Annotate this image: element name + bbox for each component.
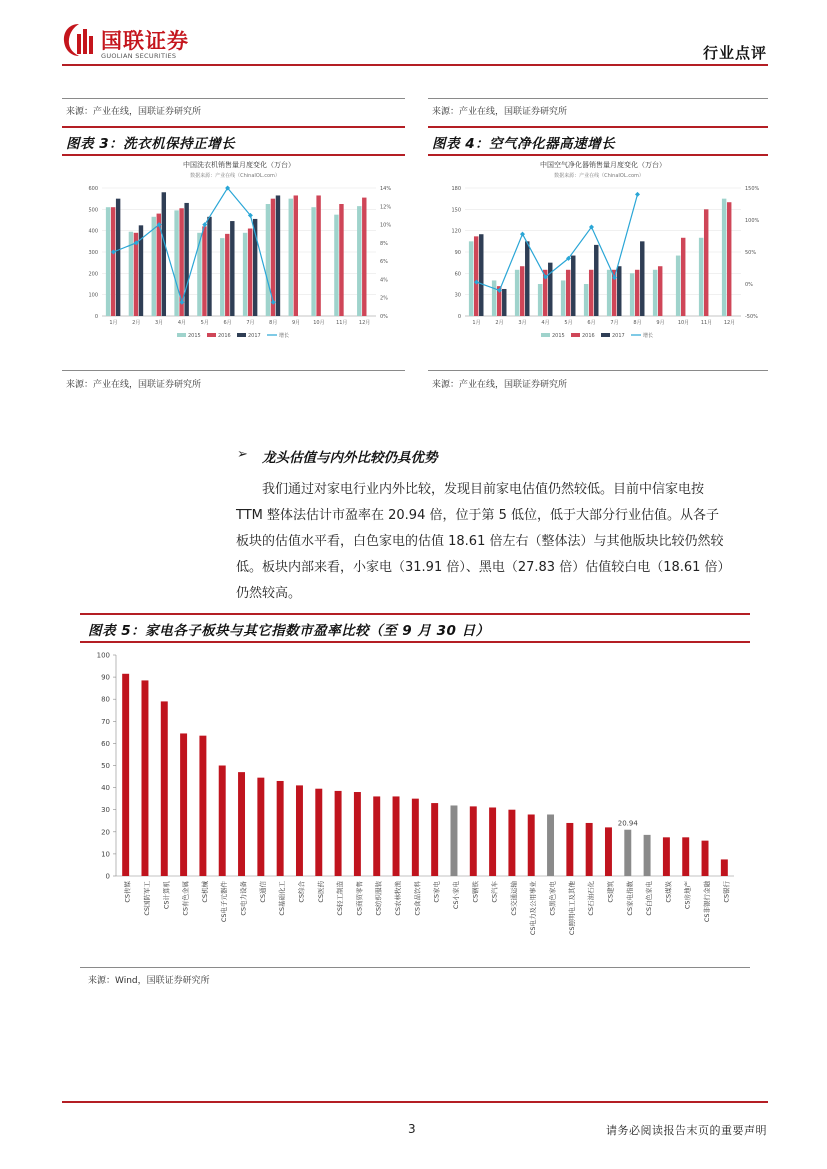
bar bbox=[676, 256, 680, 316]
y-tick-label: 70 bbox=[101, 717, 110, 726]
bar bbox=[538, 284, 542, 316]
x-tick-label: CS传媒 bbox=[123, 881, 132, 903]
x-tick-label: CS电力设备 bbox=[239, 881, 248, 916]
x-tick-label: 11月 bbox=[336, 320, 348, 326]
bar bbox=[243, 233, 247, 316]
legend-label: 增长 bbox=[643, 333, 654, 339]
bar bbox=[238, 772, 245, 876]
x-tick-label: CS有色金属 bbox=[181, 881, 190, 916]
legend-label: 2016 bbox=[582, 333, 595, 339]
legend-swatch bbox=[571, 333, 580, 337]
pe-comparison-chart bbox=[84, 645, 744, 963]
fig3-title: 图表 3：洗衣机保持正增长 bbox=[66, 136, 236, 152]
x-tick-label: CS医药 bbox=[316, 881, 325, 903]
bar bbox=[630, 273, 634, 316]
x-tick-label: 7月 bbox=[610, 320, 619, 326]
x-tick-label: CS食品饮料 bbox=[413, 881, 422, 916]
section-bullet-icon: ➢ bbox=[237, 447, 248, 462]
bar bbox=[199, 736, 206, 876]
x-tick-label: 10月 bbox=[313, 320, 325, 326]
page-number: 3 bbox=[408, 1122, 416, 1136]
bar bbox=[152, 217, 156, 316]
bar bbox=[508, 810, 515, 876]
y-tick-label: 50 bbox=[101, 762, 110, 770]
bar bbox=[548, 263, 552, 316]
x-tick-label: 8月 bbox=[269, 320, 278, 326]
bar bbox=[515, 270, 519, 316]
bar bbox=[277, 781, 284, 876]
footer-disclaimer: 请务必阅读报告末页的重要声明 bbox=[606, 1124, 767, 1137]
chart-subtitle: 数据来源：产业在线（ChinaIOL.com） bbox=[554, 173, 644, 179]
bar bbox=[362, 198, 366, 316]
legend-label: 2016 bbox=[218, 333, 231, 339]
bar bbox=[699, 238, 703, 316]
bar bbox=[469, 241, 473, 316]
bar bbox=[607, 270, 611, 316]
top-left-rule bbox=[62, 98, 405, 99]
bar bbox=[339, 204, 343, 316]
fig4-bottom-rule bbox=[428, 370, 768, 371]
x-tick-label: CS电子元器件 bbox=[220, 881, 229, 923]
bar bbox=[296, 785, 303, 876]
x-tick-label: 3月 bbox=[518, 320, 527, 326]
x-tick-label: CS建筑 bbox=[606, 881, 615, 903]
bar bbox=[220, 238, 224, 316]
bar bbox=[122, 674, 129, 876]
bar bbox=[141, 680, 148, 876]
x-tick-label: CS照明电工及其他 bbox=[567, 881, 576, 936]
top-right-rule bbox=[428, 98, 768, 99]
x-tick-label: CS农林牧渔 bbox=[394, 881, 403, 916]
y-tick-label: 20 bbox=[101, 828, 110, 837]
bar bbox=[106, 207, 110, 316]
bar bbox=[161, 701, 168, 876]
x-tick-label: CS综合 bbox=[297, 881, 306, 903]
section-paragraph bbox=[236, 477, 771, 607]
bar bbox=[681, 238, 685, 316]
bar bbox=[294, 195, 298, 316]
growth-marker bbox=[520, 232, 525, 237]
legend-label: 2017 bbox=[612, 333, 625, 339]
paragraph-line: 低。板块内部来看，小家电（31.91 倍）、黑电（27.83 倍）估值较白电（18.61 倍） bbox=[236, 560, 731, 575]
bar bbox=[450, 805, 457, 876]
x-tick-label: 4月 bbox=[177, 320, 187, 326]
bar bbox=[202, 226, 206, 316]
x-tick-label: CS商贸零售 bbox=[355, 881, 364, 916]
fig4-title: 图表 4：空气净化器高速增长 bbox=[432, 136, 616, 152]
legend-swatch bbox=[177, 333, 186, 337]
bar bbox=[586, 823, 593, 876]
bar bbox=[492, 280, 496, 316]
y-right-tick-label: 0% bbox=[745, 282, 753, 288]
y-right-tick-label: 6% bbox=[380, 259, 388, 266]
y-tick-label: 180 bbox=[451, 186, 461, 192]
bar bbox=[635, 270, 639, 316]
fig4-top-rule bbox=[428, 126, 768, 128]
growth-marker bbox=[635, 192, 640, 197]
y-tick-label: 30 bbox=[454, 292, 461, 299]
x-tick-label: CS基础化工 bbox=[278, 881, 287, 916]
bar bbox=[502, 289, 506, 316]
x-tick-label: 12月 bbox=[358, 320, 371, 326]
legend-swatch bbox=[207, 333, 216, 337]
legend-label: 2015 bbox=[552, 333, 565, 339]
growth-line bbox=[477, 194, 638, 290]
x-tick-label: 1月 bbox=[109, 320, 118, 326]
y-tick-label: 200 bbox=[88, 271, 98, 278]
bar bbox=[571, 256, 575, 316]
x-tick-label: 8月 bbox=[633, 320, 642, 326]
x-tick-label: 9月 bbox=[291, 320, 301, 326]
bar bbox=[225, 234, 229, 316]
bar bbox=[721, 859, 728, 876]
y-right-tick-label: 100% bbox=[745, 218, 760, 224]
bar bbox=[644, 835, 651, 876]
x-tick-label: 9月 bbox=[656, 320, 665, 326]
y-tick-label: 0 bbox=[94, 314, 98, 320]
paragraph-line: 我们通过对家电行业内外比较，发现目前家电估值仍然较低。目前中信家电按 bbox=[262, 482, 705, 497]
y-tick-label: 90 bbox=[101, 673, 110, 682]
x-tick-label: 7月 bbox=[246, 320, 255, 326]
y-tick-label: 100 bbox=[88, 292, 98, 299]
x-tick-label: CS家电指数 bbox=[625, 881, 634, 916]
y-right-tick-label: 14% bbox=[380, 186, 392, 192]
x-tick-label: CS轻工制造 bbox=[336, 881, 345, 916]
top-right-source: 来源：产业在线，国联证券研究所 bbox=[432, 107, 568, 117]
bar bbox=[248, 229, 252, 316]
legend-label: 2017 bbox=[248, 333, 261, 339]
x-tick-label: CS小家电 bbox=[451, 881, 460, 910]
bar bbox=[257, 778, 264, 876]
y-tick-label: 300 bbox=[88, 250, 98, 256]
bar bbox=[653, 270, 657, 316]
paragraph-line: 仍然较高。 bbox=[236, 586, 302, 601]
x-tick-label: 10月 bbox=[677, 320, 690, 326]
bar bbox=[682, 837, 689, 876]
x-tick-label: 6月 bbox=[587, 320, 596, 326]
y-right-tick-label: 0% bbox=[380, 314, 388, 320]
fig5-title-rule bbox=[80, 641, 750, 643]
bar bbox=[162, 192, 166, 316]
y-right-tick-label: 4% bbox=[380, 277, 388, 284]
bar bbox=[566, 823, 573, 876]
x-tick-label: CS黑色家电 bbox=[548, 881, 557, 916]
bar bbox=[174, 210, 178, 316]
bar bbox=[230, 221, 234, 316]
y-tick-label: 0 bbox=[457, 314, 461, 320]
bar bbox=[197, 233, 201, 316]
bar bbox=[528, 814, 535, 876]
y-tick-label: 60 bbox=[101, 739, 110, 748]
x-tick-label: 3月 bbox=[154, 320, 164, 326]
y-tick-label: 80 bbox=[101, 695, 110, 704]
section-heading: 龙头估值与内外比较仍具优势 bbox=[262, 450, 438, 466]
bar bbox=[525, 241, 529, 316]
bar bbox=[722, 199, 726, 316]
x-tick-label: 11月 bbox=[700, 320, 713, 326]
fig4-source: 来源：产业在线，国联证券研究所 bbox=[432, 380, 568, 390]
y-right-tick-label: -50% bbox=[745, 314, 758, 320]
bar bbox=[354, 792, 361, 876]
x-tick-label: 2月 bbox=[495, 320, 504, 326]
chart-title: 中国空气净化器销售量月度变化（万台） bbox=[540, 161, 666, 169]
bar bbox=[566, 270, 570, 316]
legend-swatch bbox=[541, 333, 550, 337]
bar bbox=[640, 241, 644, 316]
bar bbox=[111, 207, 115, 316]
bar bbox=[594, 245, 598, 316]
bar bbox=[624, 830, 631, 876]
bar bbox=[584, 284, 588, 316]
bar bbox=[266, 204, 270, 316]
x-tick-label: CS交通运输 bbox=[509, 881, 518, 916]
y-tick-label: 600 bbox=[88, 186, 98, 192]
header-rule bbox=[62, 64, 768, 66]
y-tick-label: 0 bbox=[105, 872, 110, 881]
x-tick-label: 4月 bbox=[541, 320, 550, 326]
x-tick-label: CS纺织服装 bbox=[374, 881, 383, 916]
y-tick-label: 400 bbox=[88, 228, 98, 235]
header bbox=[0, 0, 827, 70]
air-purifier-chart bbox=[443, 158, 763, 348]
bar bbox=[134, 233, 138, 316]
chart-subtitle: 数据来源：产业在线（ChinaIOL.com） bbox=[190, 173, 280, 179]
bar bbox=[727, 202, 731, 316]
bar bbox=[334, 215, 338, 316]
legend-swatch bbox=[237, 333, 246, 337]
y-tick-label: 40 bbox=[101, 784, 110, 793]
fig3-source: 来源：产业在线，国联证券研究所 bbox=[66, 380, 202, 390]
bar bbox=[289, 199, 293, 316]
fig4-title-rule bbox=[428, 154, 768, 156]
x-tick-label: 12月 bbox=[723, 320, 736, 326]
x-tick-label: CS机械 bbox=[200, 881, 209, 903]
y-right-tick-label: 2% bbox=[380, 295, 388, 302]
logo-chinese: 国联证券 bbox=[101, 29, 189, 53]
bar bbox=[315, 789, 322, 876]
x-tick-label: CS汽车 bbox=[490, 881, 499, 903]
paragraph-line: 板块的估值水平看，白色家电的估值 18.61 倍左右（整体法）与其他版块比较仍然较 bbox=[236, 534, 724, 549]
bar bbox=[663, 837, 670, 876]
bar bbox=[373, 796, 380, 876]
fig3-top-rule bbox=[62, 126, 405, 128]
x-tick-label: CS银行 bbox=[722, 881, 731, 903]
guolian-logo-icon bbox=[62, 22, 96, 58]
bar bbox=[219, 766, 226, 877]
bar bbox=[116, 199, 120, 316]
x-tick-label: 1月 bbox=[472, 320, 481, 326]
bar bbox=[316, 195, 320, 316]
y-right-tick-label: 8% bbox=[380, 240, 388, 247]
fig5-source: 来源：Wind，国联证券研究所 bbox=[88, 976, 210, 986]
y-tick-label: 60 bbox=[454, 271, 461, 278]
bar bbox=[412, 799, 419, 876]
legend-label: 增长 bbox=[279, 333, 290, 339]
bar bbox=[704, 209, 708, 316]
bar bbox=[589, 270, 593, 316]
bar bbox=[520, 266, 524, 316]
y-tick-label: 90 bbox=[454, 250, 461, 256]
x-tick-label: CS石油石化 bbox=[587, 881, 596, 916]
bar bbox=[702, 841, 709, 876]
data-label: 20.94 bbox=[617, 819, 638, 828]
bar bbox=[393, 796, 400, 876]
fig5-top-rule bbox=[80, 613, 750, 615]
y-tick-label: 30 bbox=[101, 806, 110, 815]
x-tick-label: CS电力及公用事业 bbox=[529, 881, 538, 936]
bar bbox=[561, 280, 565, 316]
y-tick-label: 100 bbox=[96, 651, 110, 660]
y-tick-label: 10 bbox=[101, 850, 110, 859]
fig5-title: 图表 5：家电各子板块与其它指数市盈率比较（至 9 月 30 日） bbox=[88, 623, 490, 639]
bar bbox=[311, 207, 315, 316]
footer-rule bbox=[62, 1101, 768, 1103]
x-tick-label: CS计算机 bbox=[162, 881, 171, 910]
x-tick-label: CS煤炭 bbox=[664, 881, 673, 903]
x-tick-label: CS非银行金融 bbox=[703, 881, 712, 923]
bar bbox=[479, 234, 483, 316]
bar bbox=[617, 266, 621, 316]
x-tick-label: CS白色家电 bbox=[645, 881, 654, 916]
y-right-tick-label: 12% bbox=[380, 204, 392, 211]
x-tick-label: CS通信 bbox=[258, 881, 267, 903]
bar bbox=[658, 266, 662, 316]
y-right-tick-label: 50% bbox=[745, 250, 757, 256]
bar bbox=[180, 733, 187, 876]
bar bbox=[470, 806, 477, 876]
paragraph-line: TTM 整体法估计市盈率在 20.94 倍，位于第 5 低位，低于大部分行业估值。从各子 bbox=[236, 508, 720, 523]
fig3-title-rule bbox=[62, 154, 405, 156]
legend-swatch bbox=[601, 333, 610, 337]
top-left-source: 来源：产业在线，国联证券研究所 bbox=[66, 107, 202, 117]
x-tick-label: CS国防军工 bbox=[142, 881, 151, 916]
washing-machine-chart bbox=[80, 158, 398, 348]
x-tick-label: 6月 bbox=[223, 320, 232, 326]
x-tick-label: 2月 bbox=[132, 320, 141, 326]
bar bbox=[335, 791, 342, 876]
y-tick-label: 120 bbox=[451, 228, 461, 235]
fig5-bottom-rule bbox=[80, 967, 750, 968]
fig3-bottom-rule bbox=[62, 370, 405, 371]
bar bbox=[207, 217, 211, 316]
y-right-tick-label: 10% bbox=[380, 222, 392, 229]
legend-label: 2015 bbox=[188, 333, 201, 339]
bar bbox=[474, 236, 478, 316]
bar bbox=[605, 827, 612, 876]
x-tick-label: CS家电 bbox=[432, 881, 441, 903]
y-tick-label: 500 bbox=[88, 207, 98, 214]
y-tick-label: 150 bbox=[451, 207, 461, 214]
x-tick-label: CS房地产 bbox=[683, 881, 692, 910]
y-right-tick-label: 150% bbox=[745, 186, 760, 192]
bar bbox=[489, 807, 496, 876]
chart-title: 中国洗衣机销售量月度变化（万台） bbox=[183, 161, 295, 169]
bar bbox=[276, 195, 280, 316]
bar bbox=[184, 203, 188, 316]
bar bbox=[357, 206, 361, 316]
bar bbox=[271, 199, 275, 316]
bar bbox=[547, 814, 554, 876]
x-tick-label: 5月 bbox=[564, 320, 573, 326]
logo-english: GUOLIAN SECURITIES bbox=[101, 52, 177, 60]
x-tick-label: CS钢铁 bbox=[471, 881, 480, 903]
bar bbox=[431, 803, 438, 876]
x-tick-label: 5月 bbox=[200, 320, 209, 326]
header-section-label: 行业点评 bbox=[702, 44, 767, 62]
